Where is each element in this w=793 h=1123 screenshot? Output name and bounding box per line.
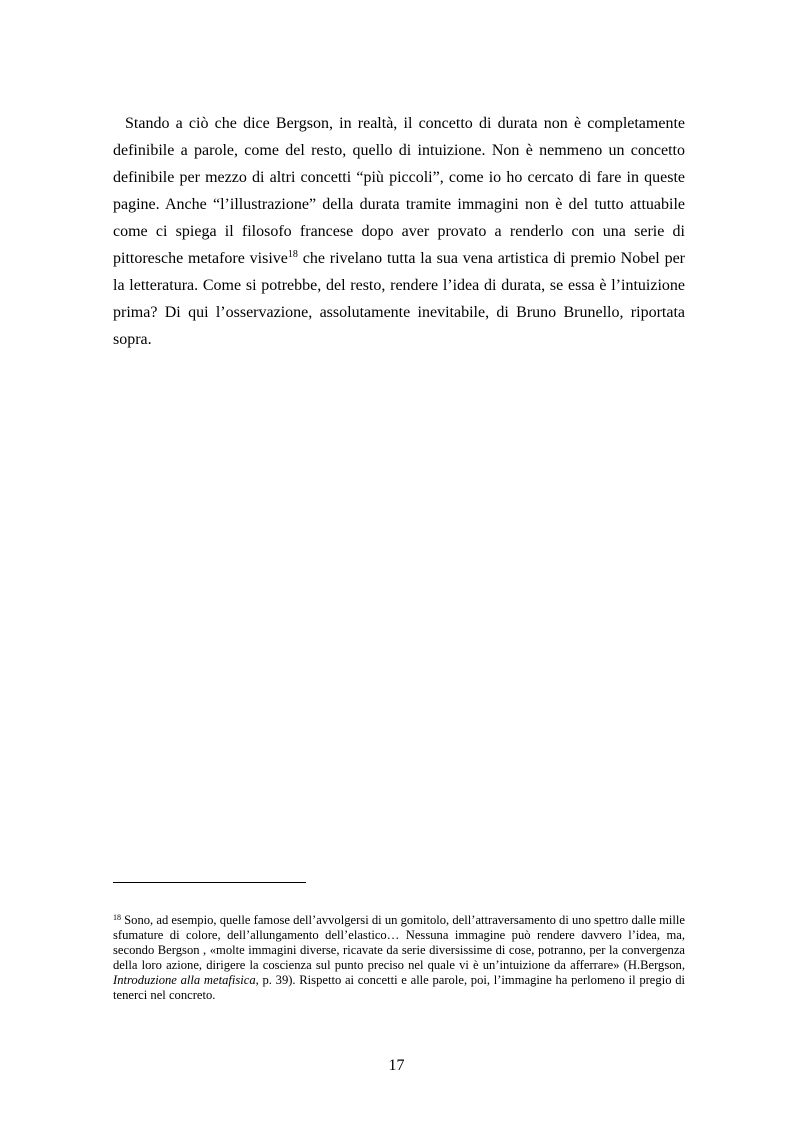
footnote-number: 18 xyxy=(113,913,121,922)
body-paragraph-text-1: Stando a ciò che dice Bergson, in realtà, il concetto di durata non è completamente definibile a parole, come del resto, quello di intuizione. Non è nemmeno un concetto definibile per mezzo di altri concetti “più piccoli”, come io ho cercato di fare in queste pagine. Anche “l’illustrazione” della durata tramite immagini non è del tutto attuabile come ci spiega il filosofo francese dopo aver provato a renderlo con una serie di pittoresche metafore visive xyxy=(113,115,685,267)
body-paragraph-text-2: che rivelano tutta la sua vena artistica di premio Nobel per la letteratura. Come si potrebbe, del resto, rendere l’idea di durata, se essa è l’intuizione prima? Di qui l’osservazione, assolutamente inevitabile, di Bruno Brunello, riportata sopra. xyxy=(113,250,686,348)
footnote-text-2: , p. 39). Rispetto ai concetti e alle parole, poi, l’immagine ha perlomeno il pregio di tenerci nel concreto. xyxy=(113,973,685,1002)
footnote-book-title: Introduzione alla metafisica xyxy=(113,973,256,987)
page-number: 17 xyxy=(388,1057,405,1074)
footnote-reference-18[interactable]: 18 xyxy=(287,249,298,260)
footnote-separator xyxy=(113,882,306,883)
footnote-text-1: Sono, ad esempio, quelle famose dell’avvolgersi di un gomitolo, dell’attraversamento di uno spettro dalle mille sfumature di colore, dell’allungamento dell’elastico… Nessuna immagine può rendere davvero l’idea, ma, secondo Bergson , «molte immagini diverse, ricavate da serie diversissime di cose, potranno, per la convergenza della loro azione, dirigere la coscienza sul punto preciso nel quale vi è un’intuizione da afferrare» (H.Bergson, xyxy=(113,913,685,972)
body-paragraph xyxy=(113,110,685,353)
footnote-18 xyxy=(113,913,685,1003)
